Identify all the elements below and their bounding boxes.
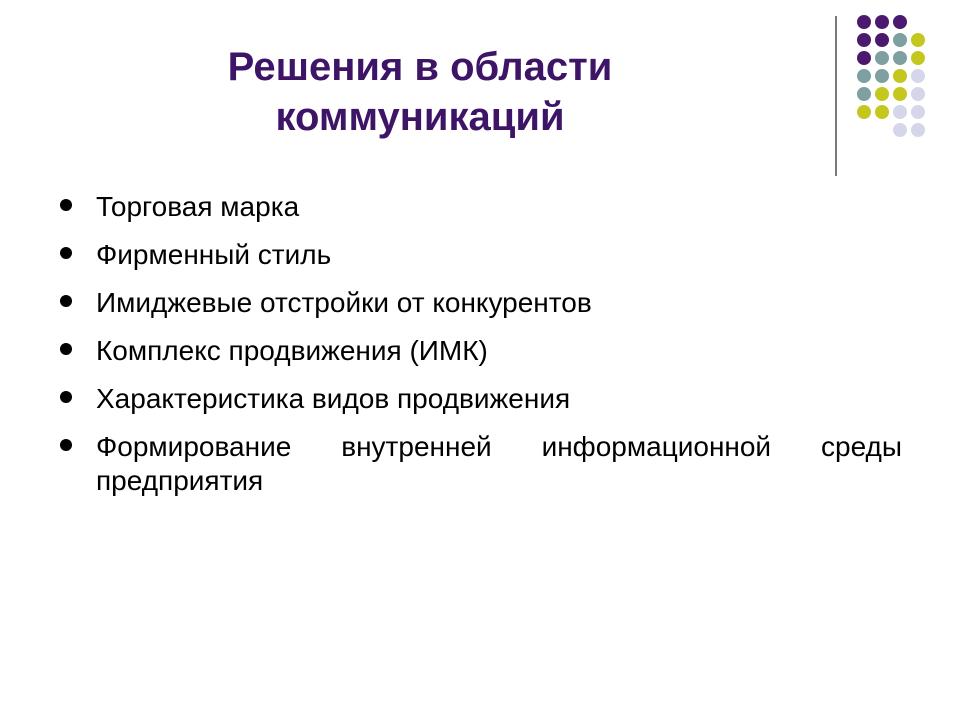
bullet-item: [60, 430, 902, 498]
decorative-dot: [857, 15, 871, 29]
bullet-item: [60, 334, 902, 368]
decorative-dot: [875, 51, 889, 65]
bullet-dot-icon: [60, 247, 72, 259]
bullet-dot-icon: [60, 199, 72, 211]
bullet-item: [60, 382, 902, 416]
decorative-dot: [911, 105, 925, 119]
bullet-text: Имиджевые отстройки от конкурентов: [96, 287, 592, 318]
slide-title-line-2: коммуникаций: [275, 95, 565, 139]
slide-title: [170, 42, 670, 142]
bullet-dot-icon: [60, 439, 72, 451]
decorative-dot: [893, 69, 907, 83]
bullet-item: [60, 238, 902, 272]
decorative-dot: [893, 105, 907, 119]
decorative-dot: [911, 33, 925, 47]
decorative-dot: [911, 123, 925, 137]
bullet-item: [60, 190, 902, 224]
bullet-list: [60, 190, 902, 512]
decorative-dot: [857, 105, 871, 119]
slide-title-line-1: Решения в области: [227, 45, 613, 89]
bullet-text: Фирменный стиль: [96, 239, 332, 270]
decorative-dot: [857, 69, 871, 83]
decorative-dot: [857, 87, 871, 101]
decorative-dot: [875, 33, 889, 47]
decorative-dot: [893, 87, 907, 101]
decorative-dot: [893, 33, 907, 47]
decorative-dot-grid: [840, 4, 960, 164]
bullet-text: Торговая марка: [96, 191, 300, 222]
bullet-dot-icon: [60, 295, 72, 307]
bullet-text: Формирование внутренней информационной среды предприятия: [96, 431, 902, 496]
bullet-text: Характеристика видов продвижения: [96, 383, 571, 414]
bullet-dot-icon: [60, 391, 72, 403]
decorative-dot: [893, 123, 907, 137]
decorative-dot: [893, 15, 907, 29]
decorative-dot: [875, 105, 889, 119]
decorative-dot: [875, 87, 889, 101]
decorative-dot: [875, 15, 889, 29]
decorative-dot: [857, 33, 871, 47]
decorative-dot: [911, 87, 925, 101]
decorative-dot: [911, 51, 925, 65]
decorative-dot: [893, 51, 907, 65]
decorative-dot: [875, 69, 889, 83]
decorative-dot: [911, 69, 925, 83]
bullet-dot-icon: [60, 343, 72, 355]
bullet-item: [60, 286, 902, 320]
decorative-dot: [857, 51, 871, 65]
vertical-divider: [835, 16, 837, 176]
bullet-text: Комплекс продвижения (ИМК): [96, 335, 488, 366]
